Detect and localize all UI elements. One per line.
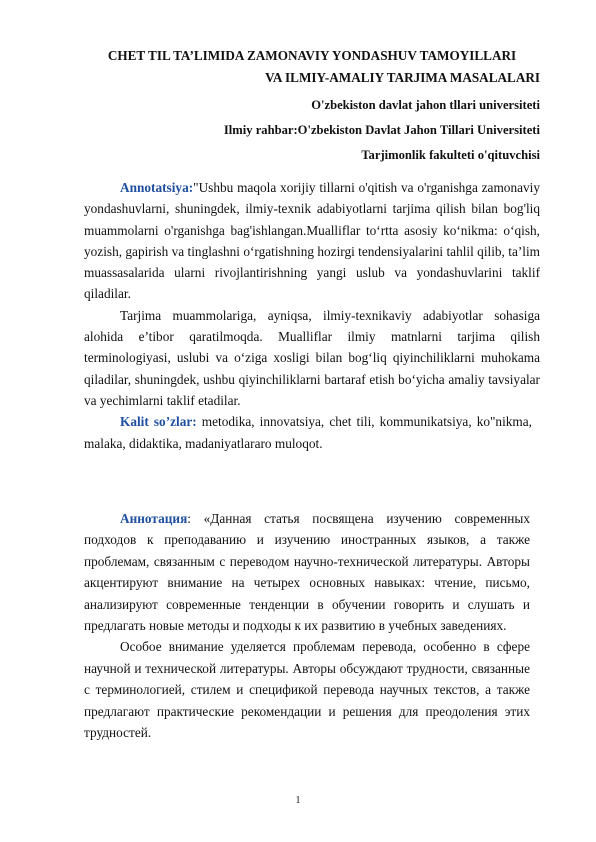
affiliation-university: O'zbekiston davlat jahon tllari universiteti [311, 98, 540, 112]
annotation-ru-label: Аннотация [120, 511, 188, 526]
affiliation-supervisor: Ilmiy rahbar:O'zbekiston Davlat Jahon Tillari Universiteti [223, 123, 540, 137]
annotation-ru-paragraph-2: Особое внимание уделяется проблемам перевода, особенно в сфере научной и технической литературы. Авторы обсуждают трудности, связанные с терминологией, стилем и спецификой перевода научных текстов, а также предлагают практические рекомендации и решения для преодоления этих трудностей. [84, 639, 530, 741]
article-title-line-1: CHET TIL TA’LIMIDA ZAMONAVIY YONDASHUV TAMOYILLARI [107, 48, 517, 63]
annotation-uz-label: Annotatsiya: [120, 180, 194, 195]
annotation-uz-paragraph-2: Tarjima muammolariga, ayniqsa, ilmiy-texnikaviy adabiyotlar sohasiga alohida e’tibor qaratilmoqda. Mualliflar ilmiy matnlarni tarjima qilish terminologiyasi, uslubi va o‘ziga xosligi bilan bog‘liq qiyinchiliklarni muhokama qiladilar, shuningdek, ushbu qiyinchiliklarni bartaraf etish bo‘yicha amaliy tavsiyalar va yechimlarni taklif etadilar. [84, 307, 540, 408]
keywords-uz-label: Kalit so’zlar: [120, 414, 197, 430]
keywords-uz-text: metodika, innovatsiya, chet tili, kommunikatsiya, ko"nikma, malaka, didaktika, madaniyatlararo muloqot. [84, 414, 532, 451]
article-title-line-2: VA ILMIY-AMALIY TARJIMA MASALALARI [265, 70, 540, 85]
affiliation-faculty: Tarjimonlik fakulteti o'qituvchisi [361, 148, 540, 162]
russian-annotation-section [84, 508, 530, 743]
annotation-ru-text: : «Данная статья посвящена изучению современных подходов к преподаванию и изучению иностранных языков, а также проблемам, связанным с переводом научно-технической литературы. Авторы акцентируют внимание на четырех основных навыках: чтение, письмо, анализируют современные тенденции в обучении говорить и слушать и предлагать новые методы и подходы к их развитию в учебных заведениях. [84, 511, 530, 634]
uzbek-annotation-section [84, 177, 540, 454]
page-number: 1 [295, 795, 301, 806]
annotation-ru-paragraph [84, 508, 530, 636]
annotation-uz-text: "Ushbu maqola xorijiy tillarni o'qitish va o'rganishga zamonaviy yondashuvlarni, shuningdek, ilmiy-texnik adabiyotlarni tarjima qilish bilan bog'liq muammolarni o'rganishga bag'ishlangan.Mualliflar to‘rtta asosiy ko‘nikma: o‘qish, yozish, gapirish va tinglashni o‘rgatishning hozirgi tendensiyalarini tahlil qilib, ta’lim muassasalarida ularni rivojlantirishning yangi uslub va yondashuvlarini taklif qiladilar. [84, 180, 540, 302]
annotation-uz-paragraph [84, 177, 540, 305]
keywords-uz-paragraph [84, 411, 540, 454]
